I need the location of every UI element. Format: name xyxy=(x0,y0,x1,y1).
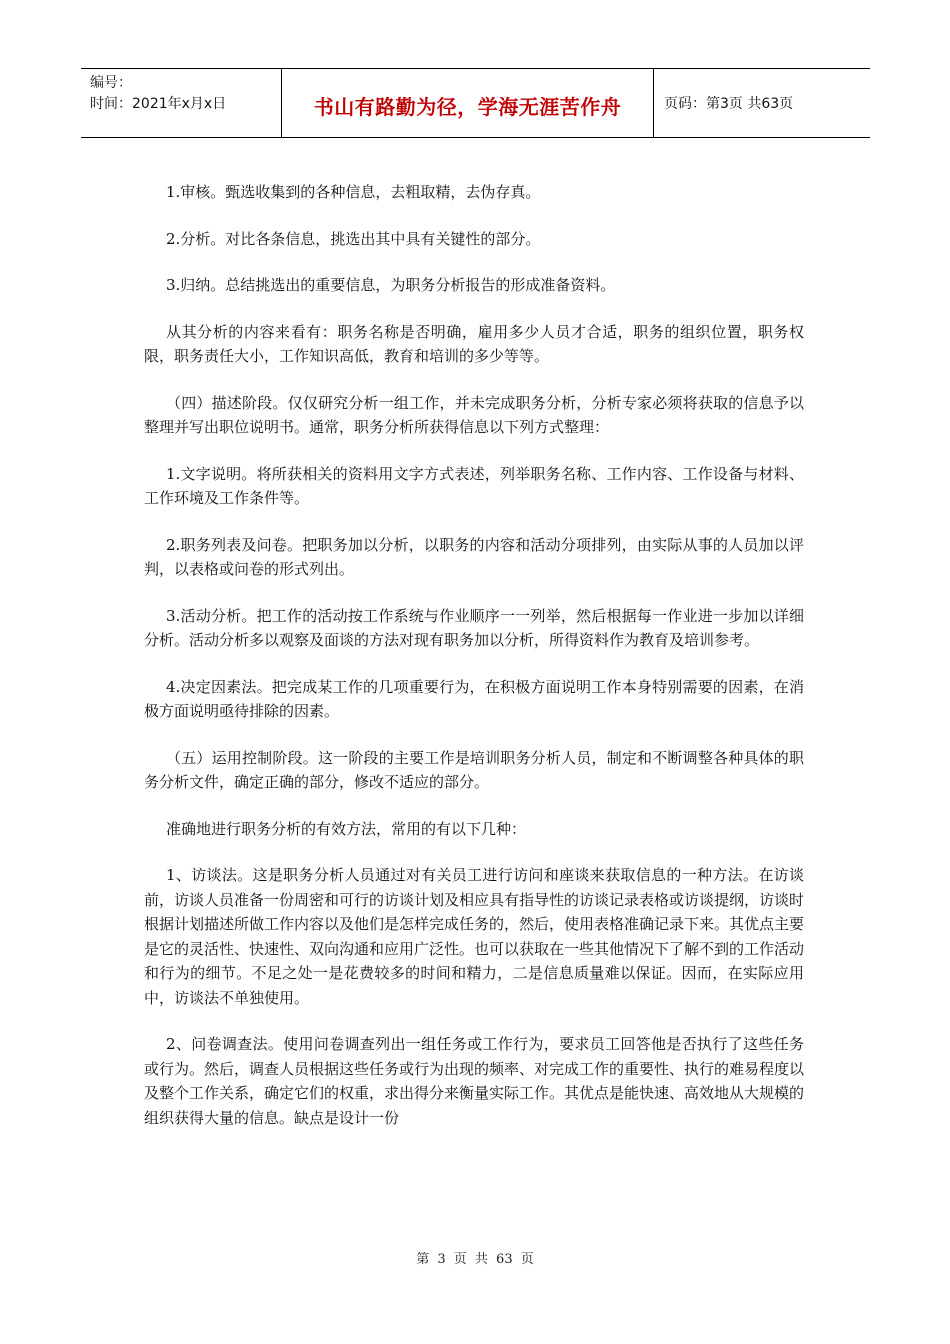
paragraph: 准确地进行职务分析的有效方法，常用的有以下几种： xyxy=(166,819,527,838)
header-motto: 书山有路勤为径，学海无涯苦作舟 xyxy=(313,94,622,119)
paragraph: 2.分析。对比各条信息，挑选出其中具有关键性的部分。 xyxy=(166,229,541,248)
paragraph: （四）描述阶段。仅仅研究分析一组工作，并未完成职务分析，分析专家必须将获取的信息予以整理并写出职位说明书。通常，职务分析所获得信息以下列方式整理： xyxy=(144,393,804,436)
header-motto-cell xyxy=(282,69,654,137)
document-body xyxy=(144,180,804,1152)
paragraph: 3.归纳。总结挑选出的重要信息，为职务分析报告的形成准备资料。 xyxy=(166,276,616,294)
document-date-label: 时间：2021年x月x日 xyxy=(90,96,227,112)
paragraph: 4.决定因素法。把完成某工作的几项重要行为，在积极方面说明工作本身特别需要的因素，在消极方面说明亟待排除的因素。 xyxy=(144,677,804,720)
page-footer: 第 3 页 共 63 页 xyxy=(416,1252,534,1267)
header-page-cell xyxy=(654,69,870,137)
paragraph: 2.职务列表及问卷。把职务加以分析，以职务的内容和活动分项排列，由实际从事的人员加以评判，以表格或问卷的形式列出。 xyxy=(144,535,804,578)
header-meta-cell xyxy=(81,69,282,137)
paragraph: （五）运用控制阶段。这一阶段的主要工作是培训职务分析人员，制定和不断调整各种具体的职务分析文件，确定正确的部分，修改不适应的部分。 xyxy=(144,748,804,791)
header-page-info: 页码：第3页 共63页 xyxy=(664,96,794,112)
page-header xyxy=(81,68,870,138)
paragraph: 1、访谈法。这是职务分析人员通过对有关员工进行访问和座谈来获取信息的一种方法。在访谈前，访谈人员准备一份周密和可行的访谈计划及相应具有指导性的访谈记录表格或访谈提纲，访谈时根据计划描述所做工作内容以及他们是怎样完成任务的，然后，使用表格准确记录下来。其优点主要是它的灵活性、快速性、双向沟通和应用广泛性。也可以获取在一些其他情况下了解不到的工作活动和行为的细节。不足之处一是花费较多的时间和精力，二是信息质量难以保证。因而，在实际应用中，访谈法不单独使用。 xyxy=(144,866,805,1007)
paragraph: 3.活动分析。把工作的活动按工作系统与作业顺序一一列举，然后根据每一作业进一步加以详细分析。活动分析多以观察及面谈的方法对现有职务加以分析，所得资料作为教育及培训参考。 xyxy=(144,606,804,649)
document-number-label: 编号： xyxy=(90,75,132,91)
paragraph: 从其分析的内容来看有：职务名称是否明确，雇用多少人员才合适，职务的组织位置，职务权限，职务责任大小，工作知识高低，教育和培训的多少等等。 xyxy=(144,322,804,365)
paragraph: 1.审核。甄选收集到的各种信息，去粗取精，去伪存真。 xyxy=(166,183,541,201)
paragraph: 2、问卷调查法。使用问卷调查列出一组任务或工作行为，要求员工回答他是否执行了这些任务或行为。然后，调查人员根据这些任务或行为出现的频率、对完成工作的重要性、执行的难易程度以及整个工作关系，确定它们的权重，求出得分来衡量实际工作。其优点是能快速、高效地从大规模的组织获得大量的信息。缺点是设计一份 xyxy=(144,1035,805,1127)
paragraph: 1.文字说明。将所获相关的资料用文字方式表述，列举职务名称、工作内容、工作设备与材料、工作环境及工作条件等。 xyxy=(144,464,804,507)
